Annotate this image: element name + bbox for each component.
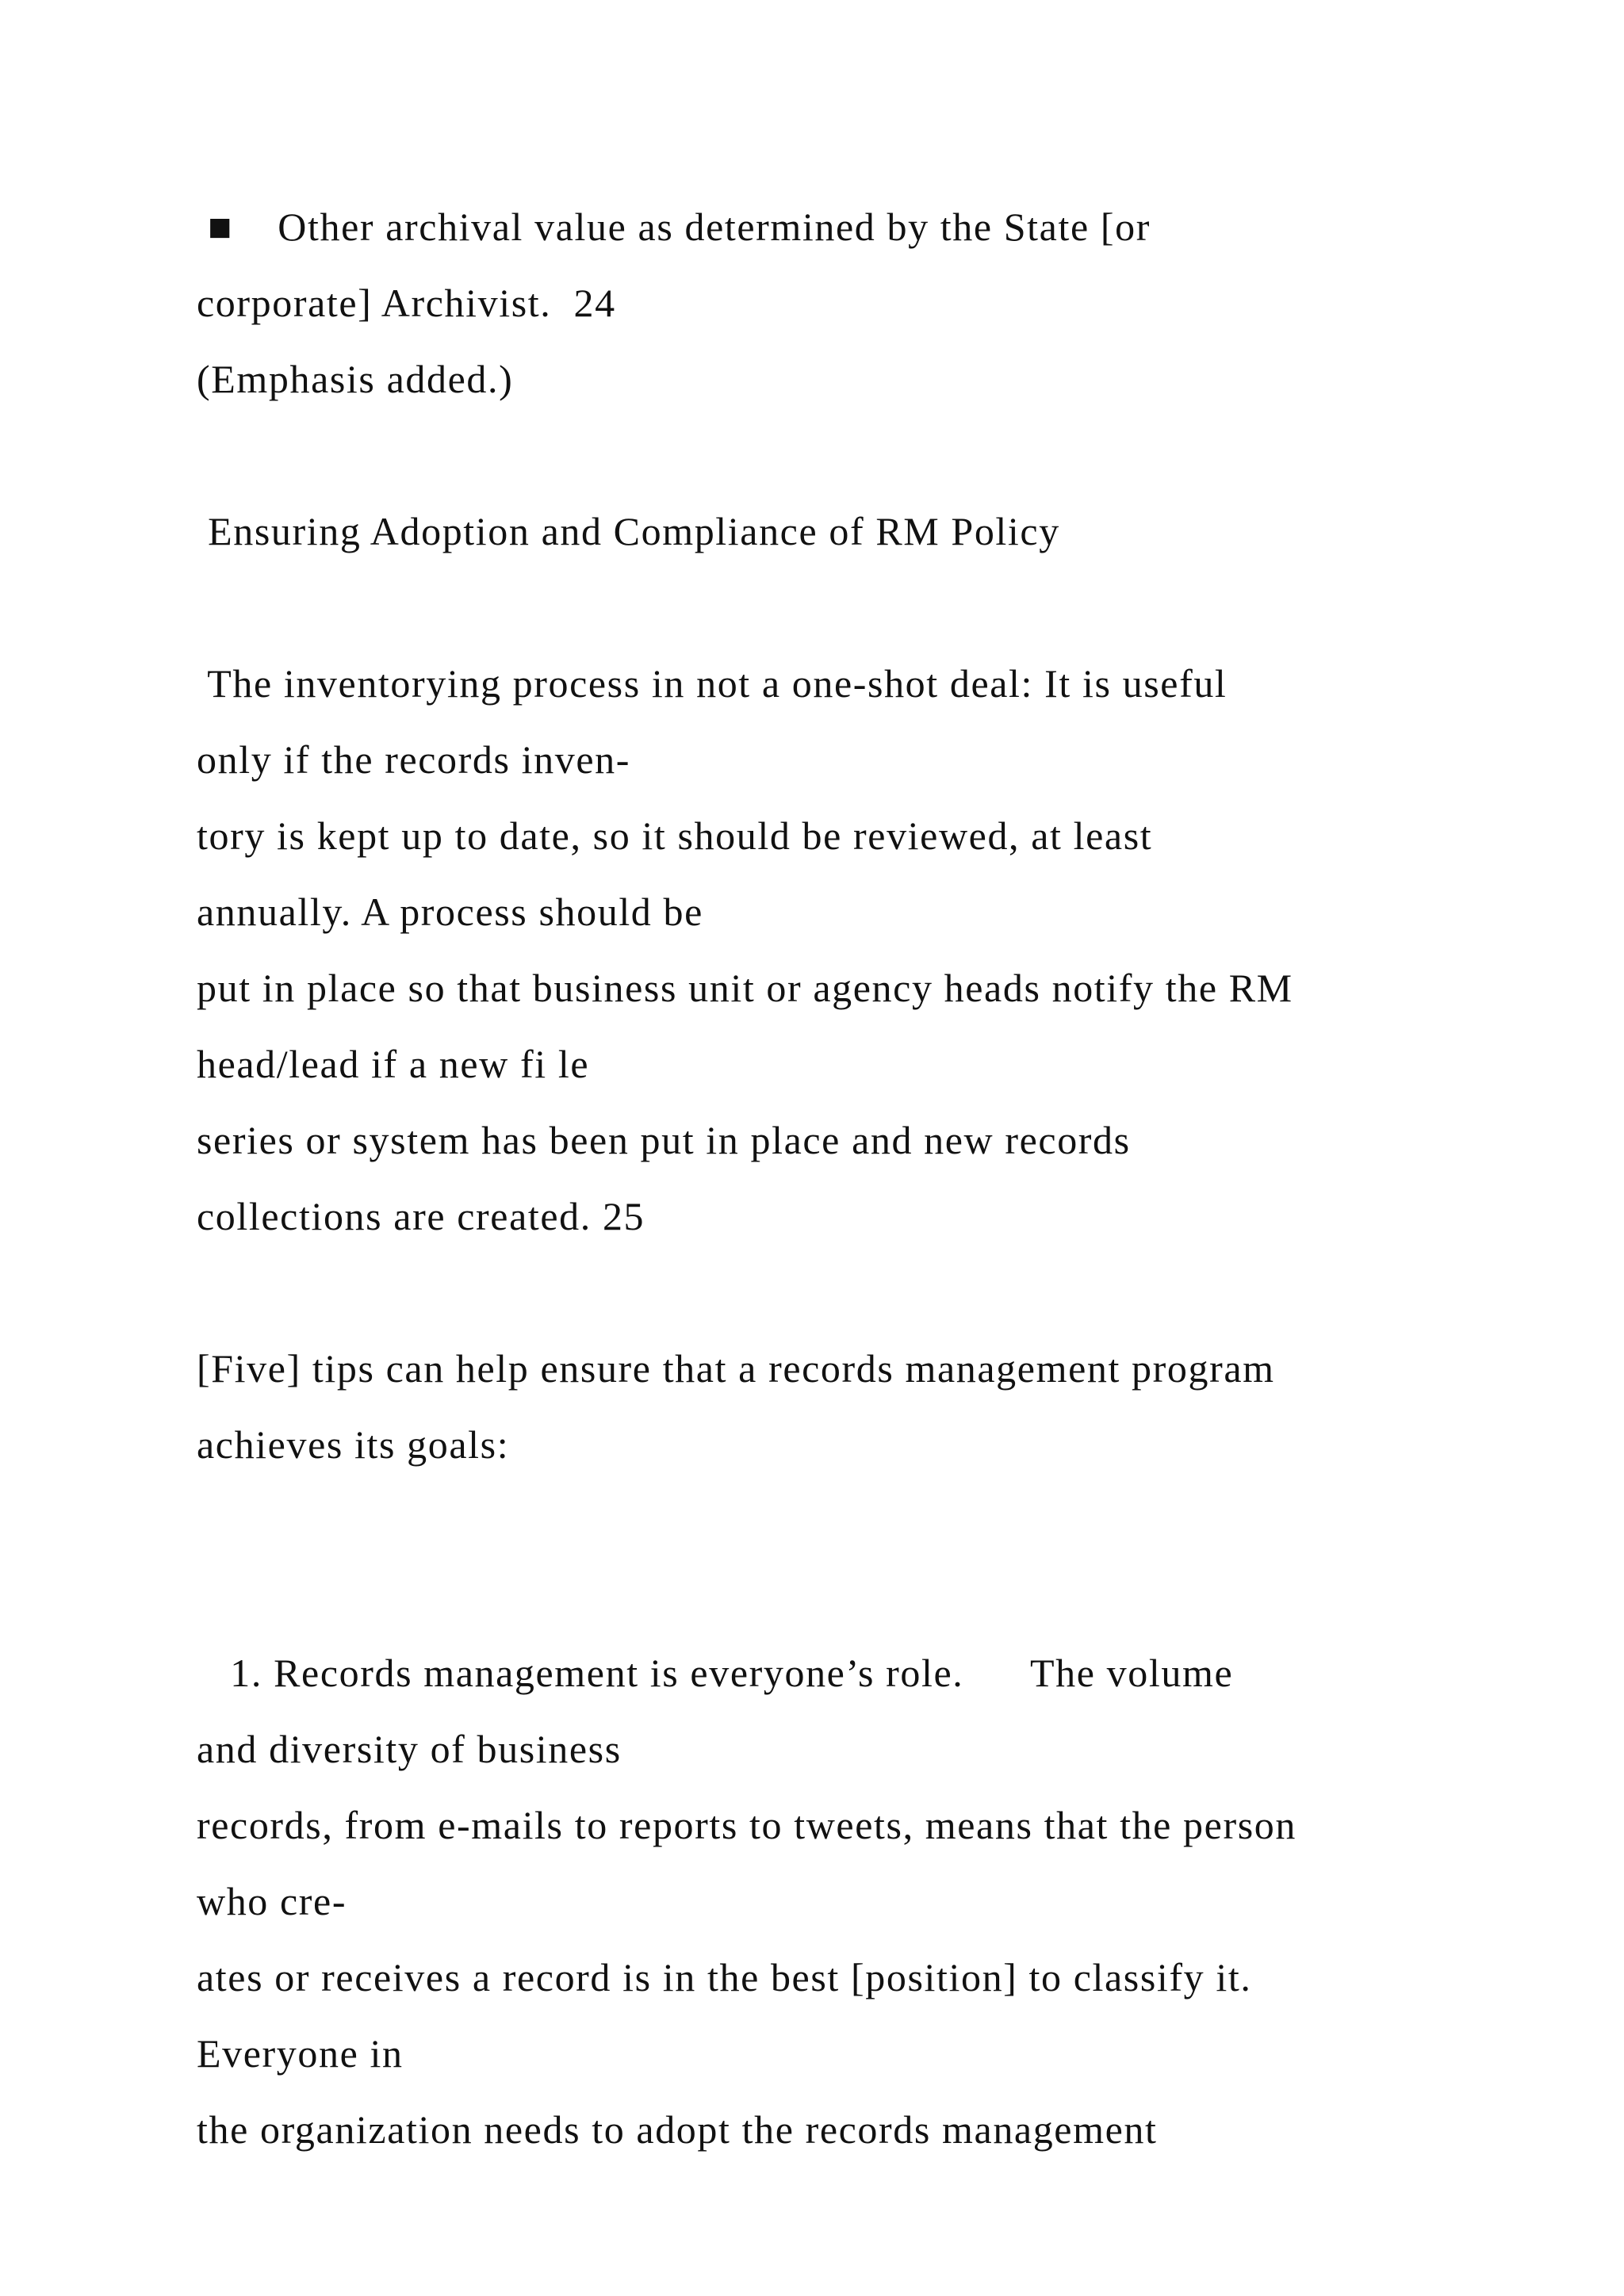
section-heading: Ensuring Adoption and Compliance of RM Policy [197, 509, 1060, 553]
text-line: tory is kept up to date, so it should be reviewed, at least [197, 813, 1153, 858]
text-line: collections are created. 25 [197, 1194, 645, 1238]
text-line: Everyone in [197, 2031, 404, 2076]
text-line: ■ Other archival value as determined by the State [or [197, 205, 1151, 249]
text-line: series or system has been put in place and new records [197, 1118, 1131, 1162]
list-item-text: 1. Records management is everyone’s role. The volume [197, 1651, 1234, 1695]
text-line: and diversity of business [197, 1727, 622, 1771]
text-line: The inventorying process in not a one-shot deal: It is useful [197, 661, 1228, 706]
text-line: only if the records inven- [197, 737, 630, 782]
text-line: achieves its goals: [197, 1422, 510, 1467]
blank-line [197, 1483, 1561, 1559]
text-line: put in place so that business unit or agency heads notify the RM [197, 966, 1293, 1010]
text-line: annually. A process should be [197, 890, 703, 934]
blank-line [197, 569, 1561, 645]
text-line: who cre- [197, 1879, 347, 1923]
text-line: (Emphasis added.) [197, 357, 514, 401]
text-line: [Five] tips can help ensure that a records management program [197, 1346, 1275, 1391]
document-body [197, 189, 1561, 2168]
blank-line [197, 1559, 1561, 1635]
blank-line [197, 1254, 1561, 1330]
text-line: records, from e-mails to reports to tweets, means that the person [197, 1803, 1297, 1847]
blank-line [197, 417, 1561, 493]
text-line: corporate] Archivist. 24 [197, 281, 616, 325]
text-line: ates or receives a record is in the best [position] to classify it. [197, 1955, 1252, 1999]
text-line: head/lead if a new fi le [197, 1042, 590, 1086]
text-line: the organization needs to adopt the records management [197, 2107, 1158, 2152]
